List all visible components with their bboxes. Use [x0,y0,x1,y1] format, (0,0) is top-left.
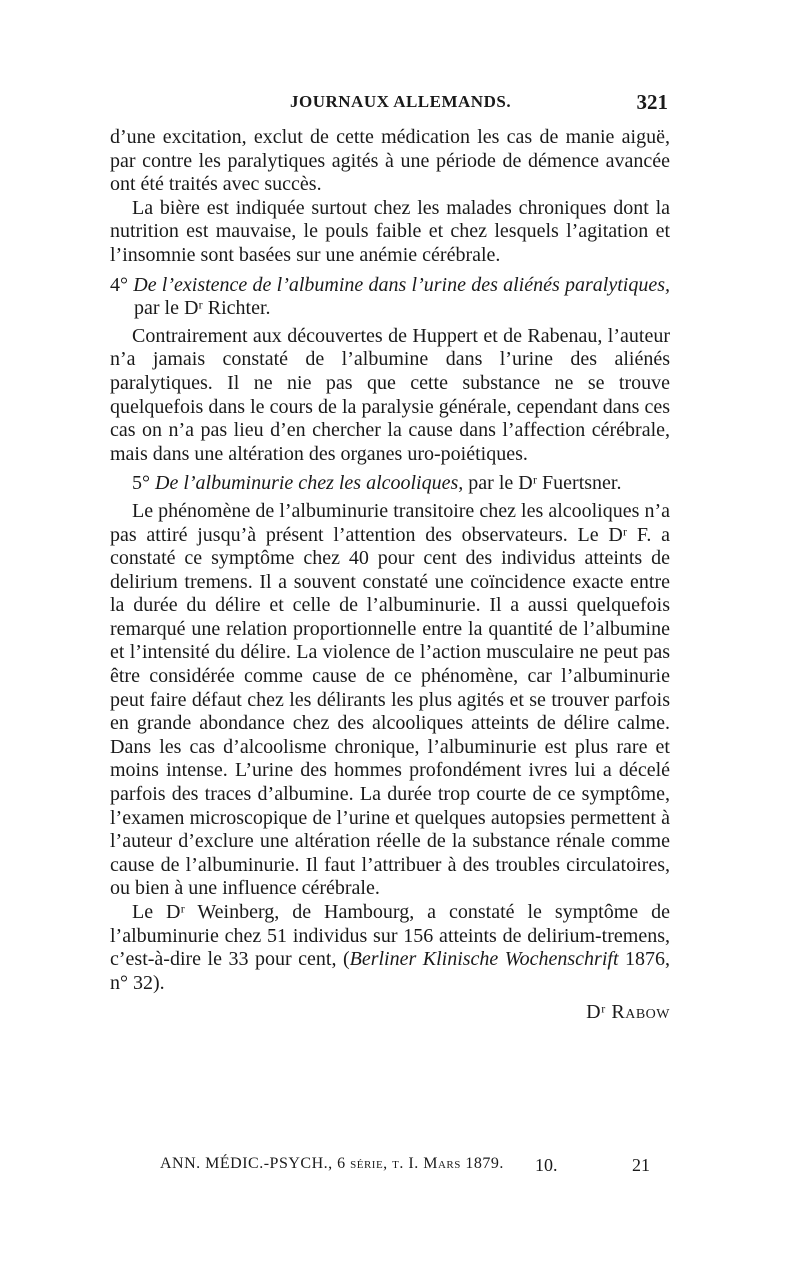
section-title-4: De l’existence de l’albumine dans l’urine des aliénés paralytiques, [133,273,671,296]
paragraph-fuertsner: Le phénomène de l’albuminurie transitoire chez les alcooliques n’a pas attiré jusqu’à présent l’attention des observateurs. Le Dʳ F. a constaté ce symptôme chez 40 pour cent des individus atteints de delirium tremens. Il a souvent constaté une coïncidence exacte entre la durée du délire et celle de l’albuminurie. Il a aussi quelquefois remarqué une relation proportionnelle entre la quantité de l’albumine et l’intensité du délire. La violence de l’action musculaire ne peut pas être considérée comme cause de ce phénomène, car l’albuminurie peut faire défaut chez les délirants les plus agités et se trouver parfois en grande abondance chez des alcooliques atteints de délire calme. Dans les cas d’alcoolisme chronique, l’albuminurie est plus rare et moins intense. L’urine des hommes profondément ivres lui a décelé parfois des traces d’albumine. La durée trop courte de ce symptôme, l’examen microscopique de l’urine et quelques autopsies permettent à l’auteur d’exclure une altération réelle de la substance rénale comme cause de l’albuminurie. Il faut l’attribuer à des troubles circulatoires, ou bien à une influence cérébrale. [110,499,670,900]
section-number-4: 4° [110,273,128,296]
section-author-4: par le Dʳ Richter. [134,297,271,320]
footer-journal-line: ANN. MÉDIC.-PSYCH., 6 série, t. I. Mars 1879. [160,1155,504,1172]
page-header [108,92,668,116]
weinberg-text: Le Dʳ Weinberg, de Hambourg, a constaté le symptôme de l’albuminurie chez 51 individus sur 156 atteints de delirium-tremens, c’est-à-dire le 33 pour cent, ( [110,901,670,971]
citation-end: 1876, n° 32). [110,948,670,994]
footer-page-ref: 21 [632,1155,650,1175]
page-footer [160,1155,670,1177]
footer-sheet-number: 10. [535,1155,558,1175]
main-text [110,126,670,1025]
section-author-5: par le Dʳ Fuertsner. [463,472,622,495]
section-number-5: 5° [132,472,150,495]
section-heading-5 [110,472,670,496]
paragraph-richter: Contrairement aux découvertes de Huppert et de Rabenau, l’auteur n’a jamais constaté de l’albumine dans l’urine des aliénés paralytiques. Il ne nie pas que cette substance ne se trouve quelquefois dans le cours de la paralysie générale, cependant dans ces cas on n’a pas lieu d’en chercher la cause dans l’affection cérébrale, mais dans une altération des organes uro-poiétiques. [110,324,670,465]
journal-citation: Berliner Klinische Wochenschrift [349,948,619,971]
author-signature: Dʳ Rabow [586,1001,670,1024]
paragraph-weinberg [110,901,670,995]
paragraph-continuation: d’une excitation, exclut de cette médication les cas de manie aiguë, par contre les paralytiques agités à une période de démence avancée ont été traités avec succès. [110,126,670,196]
page-number: 321 [636,90,668,114]
section-heading-4 [110,274,670,321]
section-title-5: De l’albuminurie chez les alcooliques, [155,472,464,495]
paragraph-beer: La bière est indiquée surtout chez les malades chroniques dont la nutrition est mauvaise, le pouls faible et chez lesquels l’agitation et l’insomnie sont basées sur une anémie cérébrale. [110,196,670,266]
running-title: JOURNAUX ALLEMANDS. [290,92,512,111]
